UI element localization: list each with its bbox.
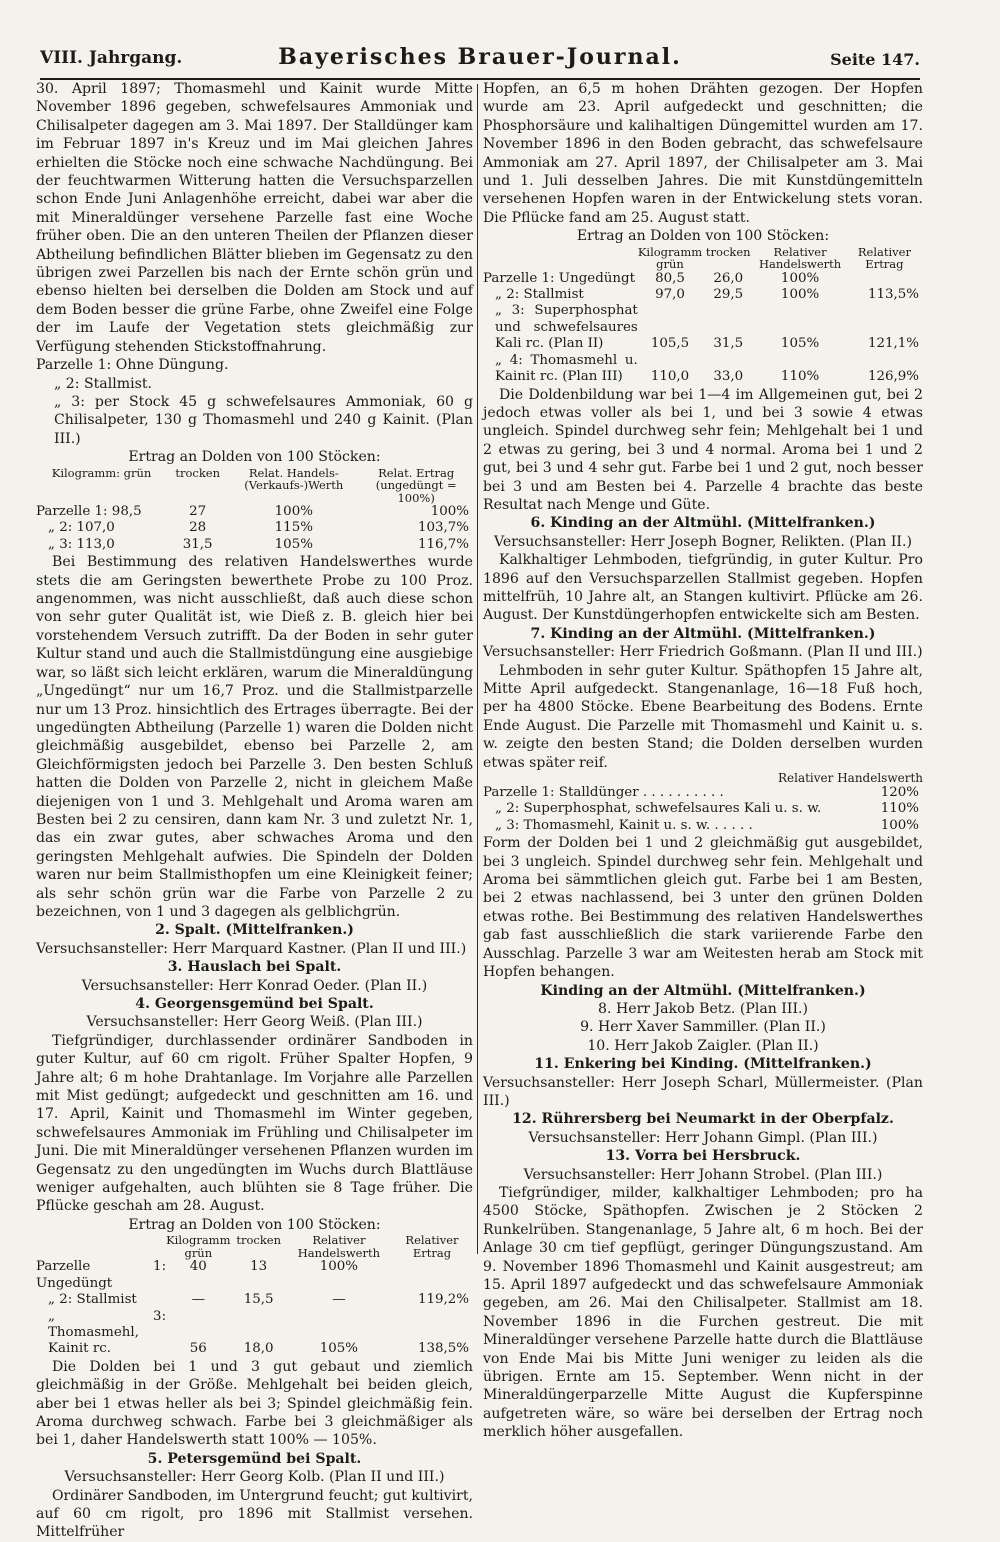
table-row: [483, 303, 923, 352]
plot-line: „ 3: per Stock 45 g schwefelsaures Ammoniak, 60 g Chilisalpeter, 130 g Thomasmehl und 240 g Kainit. (Plan III.): [54, 393, 473, 447]
table-cell: Parzelle 1: Ungedüngt: [36, 1259, 167, 1291]
table1-caption: Ertrag an Dolden von 100 Stöcken:: [128, 449, 381, 466]
table-cell: Parzelle 1: Stalldünger . . . . . . . . . .: [483, 785, 724, 801]
table-header: trocken: [236, 1233, 282, 1248]
table-cell: 121,1%: [867, 336, 919, 352]
section-text: Tiefgründiger, milder, kalkhaltiger Lehmboden; pro ha 4500 Stöcke, Späthopfen. Zwischen je 2 Stöcken 2 Runkelrüben. Stangenanlage, 5 Jahre alt, 6 m hoch. Bei der Anlage 30 cm tief gepflügt, geringer Düngungszustand. Am 9. November 1896 Thomasmehl und Kainit ausgestreut; am 15. April 1897 aufgedeckt und das schwefelsaure Ammoniak gegeben, am 26. Mai den Chilisalpeter. Stallmist am 18. November 1896 in die Furchen gestreut. Die mit Mineraldünger versehene Parzelle hatte durch die Blattläuse von Ende Mai bis Mitte Juni weniger zu leiden als die übrigen. Ernte am 15. September. Wenn nicht in der Mineraldüngerparzelle Mitte August die Kupferspinne aufgetreten wäre, so wäre bei derselben der Ertrag noch merklich höher ausgefallen.: [483, 1184, 923, 1441]
table-cell: 40: [189, 1259, 207, 1275]
table-header: Relat. Handels-(Verkaufs-)Werth: [244, 465, 344, 493]
table-header: Relativer Handelswerth: [297, 1233, 380, 1260]
section-heading: 12. Rührersberg bei Neumarkt in der Oberpfalz.: [512, 1111, 894, 1128]
table-header: trocken: [175, 465, 221, 480]
table-header: Kilogramm: grün: [51, 465, 152, 480]
table-cell: 100%: [780, 287, 820, 303]
table-cell: 31,5: [713, 336, 744, 352]
value-table-4: [483, 785, 923, 834]
table-header: Kilogramm grün: [637, 244, 703, 272]
table-cell: 113,5%: [867, 287, 919, 303]
table-row: [36, 537, 473, 553]
section-heading: 4. Georgensgemünd bei Spalt.: [135, 996, 374, 1012]
experimenter-line: Versuchsansteller: Herr Georg Weiß. (Plan III.): [86, 1014, 423, 1031]
yield-table-1: [36, 467, 473, 554]
table-header: Relativer Ertrag: [857, 244, 911, 272]
table-row: [36, 520, 473, 536]
experimenter-line: Versuchsansteller: Herr Georg Kolb. (Plan II und III.): [64, 1469, 445, 1486]
table-cell: 103,7%: [417, 520, 469, 536]
table-cell: „ 2: Superphosphat, schwefelsaures Kali u. s. w.: [495, 801, 822, 817]
experimenter-line: Versuchsansteller: Herr Joseph Scharl, Müllermeister. (Plan III.): [483, 1074, 923, 1109]
table-cell: 110%: [780, 369, 820, 385]
section-heading: Kinding an der Altmühl. (Mittelfranken.): [540, 982, 866, 999]
table-cell: 33,0: [713, 369, 744, 385]
right-intro: Hopfen, an 6,5 m hohen Drähten gezogen. Der Hopfen wurde am 23. April aufgedeckt und geschnitten; die Phosphorsäure und kalihaltigen Düngemittel wurden am 17. November 1896 in den Boden gebracht, das schwefelsaure Ammoniak am 27. April 1897, der Chilisalpeter am 3. Mai und 1. Juli desselben Jahres. Die mit Kunstdüngemitteln versehenen Hopfen waren in der Entwickelung stets voran. Die Pflücke fand am 25. August statt.: [483, 81, 923, 226]
left-intro: 30. April 1897; Thomasmehl und Kainit wurde Mitte November 1896 gegeben, schwefelsaures Ammoniak und Chilisalpeter dagegen am 3. Mai 1897. Der Stalldünger kam im Februar 1897 in's Kreuz und im Mai gleichen Jahres erhielten die Stöcke noch eine schwache Nachdüngung. Bei der feuchtwarmen Witterung hatten die Versuchsparzellen schon Ende Juni Anlagenhöhe erreicht, dabei war aber die mit Mineraldünger versehene Parzelle fast eine Woche früher oben. Die an den unteren Theilen der Pflanzen dieser Abtheilung befindlichen Blätter blieben im Gegensatz zu den übrigen zwei Parzellen bis nach der Ernte schön grün und ebenso hielten bei derselben die Dolden am Stock und auf dem Boden besser die grüne Farbe, ohne Zweifel eine Folge der im Laufe der Vegetation stets gleichmäßig zur Verfügung stehenden Stickstoffnahrung.: [36, 81, 473, 355]
column-divider: [477, 84, 478, 1254]
table-cell: 97,0: [655, 287, 685, 303]
list-item: 10. Herr Jakob Zaigler. (Plan II.): [587, 1037, 819, 1054]
table-cell: 110,0: [650, 369, 690, 385]
left-paragraph-3: Die Dolden bei 1 und 3 gut gebaut und ziemlich gleichmäßig in der Größe. Mehlgehalt bei beiden gleich, aber bei 1 etwas heller als bei 3; Spindel gleichmäßig fein. Aroma durchweg schwach. Farbe bei 3 gleichmäßiger als bei 1, daher Handelswerth statt 100% — 105%.: [36, 1358, 473, 1449]
table-cell: „ 3: Thomasmehl, Kainit u. s. w. . . . . .: [495, 817, 753, 833]
table-cell: 105%: [319, 1341, 359, 1357]
table-row: [36, 1309, 473, 1358]
table-cell: „ 3: Superphosphat und schwefelsaures Kali rc. (Plan II): [495, 303, 638, 352]
table-cell: „ 2: 107,0: [48, 520, 115, 536]
table-cell: Parzelle 1: 98,5: [36, 504, 142, 520]
table-row: [483, 287, 923, 303]
table-header: Relat. Ertrag (ungedüngt = 100%): [375, 465, 457, 505]
table-cell: 100%: [880, 817, 919, 833]
table-cell: „ 3: 113,0: [48, 536, 115, 552]
table-row: [483, 801, 923, 817]
journal-title: Bayerisches Brauer-Journal.: [278, 44, 682, 70]
table2-caption: Ertrag an Dolden von 100 Stöcken:: [128, 1216, 381, 1233]
experimenter-line: Versuchsansteller: Herr Konrad Oeder. (Plan II.): [81, 977, 428, 994]
section-text: Kalkhaltiger Lehmboden, tiefgründig, in guter Kultur. Pro 1896 auf den Versuchsparzellen Stallmist gegeben. Hopfen mittelfrüh, 10 Jahre alt, an Stangen kultivirt. Pflücke am 26. August. Der Kunstdüngerhopfen entwickelte sich am Besten.: [483, 552, 923, 624]
table-cell: 120%: [880, 785, 919, 801]
table-row: [36, 1259, 473, 1292]
table3-caption: Ertrag an Dolden von 100 Stöcken:: [576, 228, 830, 245]
table-cell: 105%: [780, 336, 820, 352]
table-cell: 28: [189, 520, 207, 536]
section-heading: 2. Spalt. (Mittelfranken.): [155, 922, 354, 939]
table-header: Relativer Handelswerth: [758, 244, 842, 272]
table-cell: 115%: [274, 520, 313, 536]
plot-line: Parzelle 1: Ohne Düngung.: [36, 357, 229, 374]
table-cell: 29,5: [713, 287, 744, 303]
table-cell: 110%: [880, 801, 919, 817]
table-cell: 80,5: [655, 270, 685, 286]
table-cell: 31,5: [182, 536, 213, 552]
table-header: Relativer Ertrag: [405, 1233, 459, 1260]
table-cell: „ 2: Stallmist: [495, 287, 584, 303]
section-heading: 11. Enkering bei Kinding. (Mittelfranken.): [534, 1056, 872, 1073]
table-cell: 100%: [430, 504, 469, 520]
table-cell: [391, 1259, 473, 1292]
section-text: Ordinärer Sandboden, im Untergrund feucht; gut kultivirt, auf 60 cm rigolt, pro 1896 mit Stallmist versehen. Mittelfrüher: [36, 1487, 473, 1541]
volume-label: VIII. Jahrgang.: [40, 48, 183, 68]
section-heading: 5. Petersgemünd bei Spalt.: [147, 1450, 362, 1467]
table-row: [483, 353, 923, 386]
section-heading: 6. Kinding an der Altmühl. (Mittelfranken.): [530, 515, 876, 532]
table-cell: —: [191, 1292, 205, 1308]
right-column: [483, 80, 923, 1441]
list-item: 9. Herr Xaver Sammiller. (Plan II.): [580, 1019, 826, 1036]
table-row: [483, 818, 923, 834]
table-cell: 105,5: [650, 336, 690, 352]
table-cell: 27: [189, 504, 207, 520]
experimenter-line: Versuchsansteller: Herr Johann Strobel. (Plan III.): [523, 1166, 883, 1183]
right-paragraph-2: Die Doldenbildung war bei 1—4 im Allgemeinen gut, bei 2 jedoch etwas voller als bei 1, und bei 3 sowie 4 etwas ungleich. Spindel durchweg sehr fein; Mehlgehalt bei 1 und 2 etwas zu gering, bei 3 und 4 normal. Aroma bei 1 und 2 gut, bei 3 und 4 sehr gut. Farbe bei 1 und 2 gut, noch besser bei 3 und am Besten bei 4. Parzelle 4 brachte das beste Resultat nach Menge und Güte.: [483, 386, 923, 513]
table-cell: 138,5%: [417, 1341, 469, 1357]
table-header: Kilogramm grün: [166, 1233, 231, 1260]
table-row: [483, 785, 923, 801]
table-cell: Parzelle 1: Ungedüngt: [483, 270, 635, 286]
section-heading: 3. Hauslach bei Spalt.: [167, 959, 342, 976]
yield-table-3: [483, 246, 923, 386]
table-cell: [846, 271, 923, 287]
table-cell: 116,7%: [417, 536, 469, 552]
plot-line: „ 2: Stallmist.: [54, 375, 152, 392]
page-header: [40, 44, 920, 80]
section-heading: 13. Vorra bei Hersbruck.: [605, 1148, 801, 1165]
experimenter-line: Versuchsansteller: Herr Friedrich Goßmann. (Plan II und III.): [483, 644, 923, 661]
table-cell: 119,2%: [417, 1292, 469, 1308]
table-cell: 26,0: [713, 270, 744, 286]
list-item: 8. Herr Jakob Betz. (Plan III.): [598, 1000, 808, 1017]
yield-table-2: [36, 1234, 473, 1357]
table-header: trocken: [705, 244, 751, 259]
table-cell: 100%: [319, 1259, 359, 1275]
experimenter-line: Versuchsansteller: Herr Marquard Kastner. (Plan II und III.): [36, 940, 467, 957]
table-cell: 100%: [274, 504, 313, 520]
table-cell: —: [332, 1292, 346, 1308]
table-row: [483, 271, 923, 287]
experimenter-line: Versuchsansteller: Herr Johann Gimpl. (Plan III.): [528, 1129, 878, 1146]
left-paragraph-2: Bei Bestimmung des relativen Handelswerthes wurde stets die am Geringsten bewerthete Probe zu 100 Proz. angenommen, was nicht ausschließt, daß auch diese schon von sehr guter Qualität ist, wie Dieß z. B. gleich hier bei vorstehendem Versuch zutrifft. Da der Boden in sehr guter Kultur stand und auch die Stallmistdüngung eine ausgiebige war, so läßt sich leicht erklären, warum die Mineraldüngung „Ungedüngt“ nur um 16,7 Proz. und die Stallmistparzelle nur um 13 Proz. hinsichtlich des Ertrages überragte. Bei der ungedüngten Abtheilung (Parzelle 1) waren die Dolden nicht gleichmäßig ausgebildet, ebenso bei Parzelle 2, am Gleichförmigsten jedoch bei Parzelle 3. Den besten Schluß hatten die Dolden von Parzelle 2, nicht in gleichem Maße diejenigen von 1 und 3. Mehlgehalt und Aroma waren am Besten bei 2 zu censiren, dann kam Nr. 3 und zuletzt Nr. 1, das ein zwar gutes, aber schwaches Aroma und den geringsten Mehlgehalt aufwies. Die Spindeln der Dolden waren nur beim Stallmisthopfen um eine Kleinigkeit feiner; als sehr schön grün war die Farbe von Parzelle 2 zu bezeichnen, von 1 und 3 dagegen als gelblichgrün.: [36, 554, 473, 920]
table-cell: 126,9%: [867, 369, 919, 385]
table-cell: 13: [250, 1259, 268, 1275]
table-cell: „ 4: Thomasmehl u. Kainit rc. (Plan III): [495, 352, 638, 385]
table-cell: 56: [189, 1341, 207, 1357]
table-cell: 15,5: [243, 1292, 274, 1308]
table-row: [36, 504, 473, 520]
experimenter-line: Versuchsansteller: Herr Joseph Bogner, Relikten. (Plan II.): [494, 533, 912, 550]
section-heading: 7. Kinding an der Altmühl. (Mittelfranken.): [530, 625, 876, 642]
section-text: Lehmboden in sehr guter Kultur. Späthopfen 15 Jahre alt, Mitte April aufgedeckt. Stangenanlage, 16—18 Fuß hoch, per ha 4800 Stöcke. Ebene Bearbeitung des Bodens. Ernte Ende August. Die Parzelle mit Thomasmehl und Kainit u. s. w. zeigte den besten Stand; die Dolden derselben wurden etwas später reif.: [483, 662, 923, 771]
table-row: [36, 1292, 473, 1308]
table-cell: „ 2: Stallmist: [48, 1292, 137, 1308]
table-cell: 18,0: [243, 1341, 274, 1357]
table4-header: Relativer Handelswerth: [777, 771, 923, 786]
page-number: Seite 147.: [830, 50, 920, 69]
left-column: [36, 80, 473, 1541]
right-paragraph-3: Form der Dolden bei 1 und 2 gleichmäßig gut ausgebildet, bei 3 ungleich. Spindel durchweg sehr fein. Mehlgehalt und Aroma bei sämmtlichen gleich gut. Farbe bei 1 am Besten, bei 2 etwas nachlassend, bei 3 unter den grünen Dolden etwas rothe. Bei Bestimmung des relativen Handelswerthes gab fast ausschließlich die stark variierende Farbe den Ausschlag. Parzelle 3 war am Weitesten herab am Stock mit Hopfen behangen.: [483, 835, 923, 981]
table-cell: 105%: [274, 536, 313, 552]
table-cell: „ 3: Thomasmehl, Kainit rc.: [48, 1308, 167, 1357]
section-text: Tiefgründiger, durchlassender ordinärer Sandboden in guter Kultur, auf 60 cm rigolt. Früher Spalter Hopfen, 9 Jahre alt; 6 m hohe Drahtanlage. Im Vorjahre alle Parzellen mit Mist gedüngt; aufgedeckt und geschnitten am 16. und 17. April, Kainit und Thomasmehl im Winter gegeben, schwefelsaures Ammoniak im Frühling und Chilisalpeter im Juni. Die mit Mineraldünger versehenen Pflanzen wurden im Gegensatz zu den ungedüngten im Wuchs durch Blattläuse weniger aufgehalten, auch blühten sie 8 Tage früher. Die Pflücke geschah am 28. August.: [36, 1032, 473, 1215]
table-cell: 100%: [780, 270, 820, 286]
